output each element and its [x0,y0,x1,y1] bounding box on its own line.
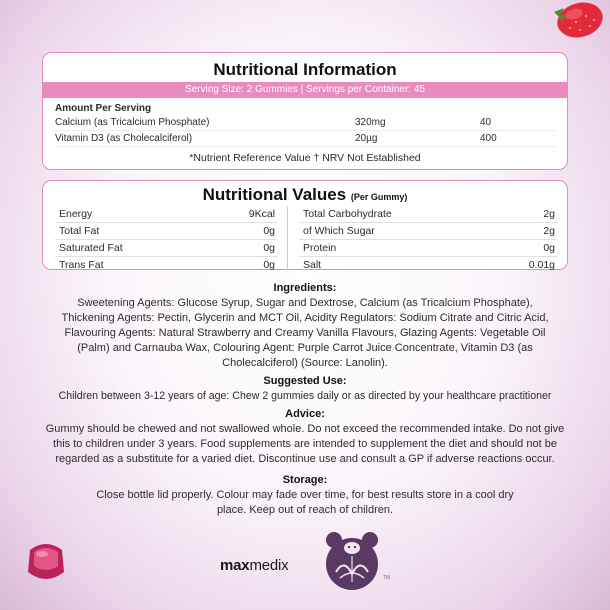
value-name: of Which Sugar [303,225,375,237]
value-name: Trans Fat [59,259,104,271]
value-row [55,223,277,240]
value-amount: 0g [263,259,275,271]
value-name: Energy [59,208,93,220]
values-left-column [55,206,277,273]
value-name: Saturated Fat [59,242,123,254]
value-row [55,240,277,257]
value-amount: 0.01g [528,259,555,271]
value-row [299,206,557,223]
brand-logo [220,528,460,588]
nutrient-name: Vitamin D3 (as Cholecalciferol) [55,133,193,144]
nutritional-values-title-line [43,186,567,206]
storage-heading: Storage: [282,474,328,486]
serving-size-bar: Serving Size: 2 Gummies | Servings per Container: 45 [43,82,567,98]
ingredients-line: Sweetening Agents: Glucose Syrup, Sugar and Dextrose, Calcium (as Tricalcium Phosphate), [77,297,533,309]
nutrient-name: Calcium (as Tricalcium Phosphate) [55,117,210,128]
ingredients-line: Flavouring Agents: Natural Strawberry and Creamy Vanilla Flavours, Glazing Agents: Vegetable Oil [64,327,546,339]
value-name: Total Carbohydrate [303,208,392,220]
nutritional-values-panel [42,180,568,270]
value-name: Total Fat [59,225,100,237]
storage-line: Close bottle lid properly. Colour may fade over time, for best results store in a cool dry [96,489,514,501]
nutrient-row [55,131,555,147]
advice-heading: Advice: [285,408,325,420]
value-amount: 0g [543,242,555,254]
nutrient-amount: 20µg [355,133,378,144]
trademark-symbol: TM [383,575,391,581]
ingredients-line: (Palm) and Carnauba Wax, Colouring Agent: Purple Carrot Juice Concentrate, Vitamin D3 (as [77,342,533,354]
storage-line: place. Keep out of reach of children. [216,504,394,516]
value-amount: 0g [263,242,275,254]
value-row [55,206,277,223]
value-row [55,257,277,273]
nutritional-information-panel [42,52,568,170]
brand-wordmark-max: max [220,557,250,574]
column-divider [287,206,288,270]
ingredients-line: Cholecalciferol) (Source: Lanolin). [222,357,388,369]
advice-line: this to children under 3 years. Food supplements are intended to supplement the diet and should not be [53,438,557,450]
brand-wordmark [220,557,288,574]
value-row [299,257,557,273]
value-amount: 0g [263,225,275,237]
value-name: Salt [303,259,322,271]
value-row [299,223,557,240]
nutrient-nrv: 40 [480,117,492,128]
strawberry-image [546,0,606,42]
ingredients-heading: Ingredients: [273,282,337,294]
nrv-footnote: *Nutrient Reference Value † NRV Not Established [189,152,421,164]
per-gummy-label: (Per Gummy) [350,192,408,202]
advice-line: Gummy should be chewed and not swallowed whole. Do not exceed the recommended intake. Do not give [45,423,565,435]
advice-section [0,407,610,467]
brand-wordmark-medix: medix [249,557,289,574]
value-row [299,240,557,257]
value-amount: 2g [543,225,555,237]
ingredients-section [0,281,610,371]
nutrient-nrv: 400 [480,133,497,144]
advice-line: regarded as a substitute for a varied diet. Discontinue use and consult a GP if adverse reactions occur. [55,453,555,465]
nutrient-amount: 320mg [355,117,386,128]
bear-logo-icon [320,528,384,592]
amount-per-serving-label: Amount Per Serving [55,103,152,114]
nutritional-information-title: Nutritional Information [213,60,397,79]
suggested-use-line: Children between 3-12 years of age: Chew 2 gummies daily or as directed by your healthcare practitioner [58,390,552,402]
suggested-use-section [0,374,610,404]
value-name: Protein [303,242,337,254]
storage-section [0,473,610,518]
values-right-column [299,206,557,273]
value-amount: 2g [543,208,555,220]
suggested-use-heading: Suggested Use: [263,375,347,387]
ingredients-line: Thickening Agents: Pectin, Glycerin and MCT Oil, Acidity Regulators: Sodium Citrate and Citric Acid, [61,312,549,324]
nutritional-values-title: Nutritional Values [202,185,347,204]
nutrient-row [55,115,555,131]
gummy-image [20,536,72,588]
value-amount: 9Kcal [248,208,275,220]
